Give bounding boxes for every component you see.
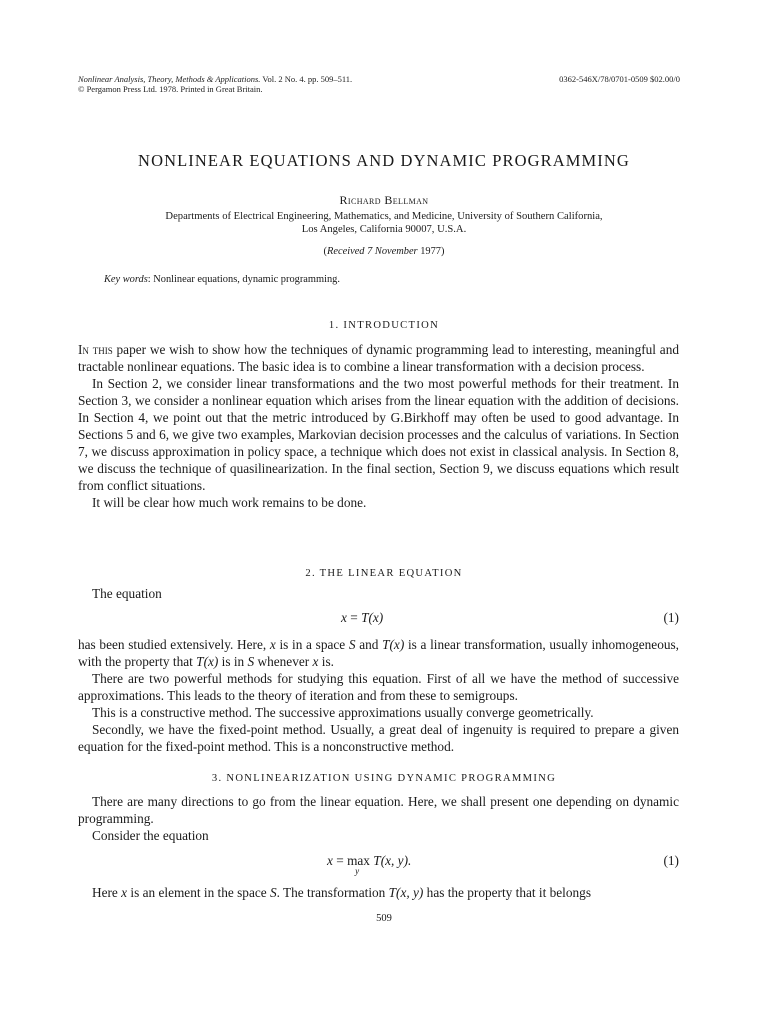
var-S: S: [247, 654, 255, 669]
t: is in: [218, 654, 248, 669]
journal-volume: Vol. 2 No. 4. pp. 509–511.: [260, 74, 353, 84]
max-operator: [347, 853, 370, 876]
section-heading-nonlinearization: 3. NONLINEARIZATION USING DYNAMIC PROGRAMMING: [211, 773, 557, 784]
author-name: Richard Bellman: [339, 193, 429, 207]
linear-body: [78, 636, 679, 755]
nonlin-paragraph-1: There are many directions to go from the linear equation. Here, we shall present one depending on dynamic programming.: [78, 794, 679, 826]
intro-paragraph-3: It will be clear how much work remains to be done.: [92, 495, 367, 510]
linear-intro-text: The equation: [92, 586, 162, 601]
nonlin-paragraph-3: [78, 884, 679, 901]
equation-number-1: (1): [663, 610, 679, 625]
eq-max-rhs: T(x, y).: [369, 853, 412, 868]
journal-name: Nonlinear Analysis, Theory, Methods & Applications.: [78, 74, 261, 84]
page-number: 509: [376, 913, 392, 924]
t: is in a space: [275, 637, 349, 652]
author-affiliation: [100, 210, 668, 236]
t: has the property that it belongs: [423, 885, 591, 900]
section-heading-linear-equation: 2. THE LINEAR EQUATION: [305, 568, 463, 579]
var-x: x: [269, 637, 276, 652]
received-year: 1977): [417, 246, 445, 257]
section-heading-introduction: 1. INTRODUCTION: [328, 320, 440, 331]
keywords: [104, 274, 340, 285]
eq1-lhs: x: [341, 610, 347, 625]
received-date: [0, 246, 768, 257]
linear-paragraph-2: There are two powerful methods for studying this equation. First of all we have the method of successive approximations. This leads to the theory of iteration and from these to semigroups.: [78, 671, 679, 703]
eq1-equals: =: [346, 610, 362, 625]
affiliation-line-2: Los Angeles, California 90007, U.S.A.: [301, 224, 467, 235]
keywords-text: : Nonlinear equations, dynamic programming.: [147, 274, 340, 285]
equation-1-max: [327, 853, 412, 876]
t: Here: [92, 885, 122, 900]
intro-lead: In this: [78, 342, 113, 357]
var-Tx: T(x): [196, 654, 219, 669]
t: is an element in the space: [127, 885, 270, 900]
keywords-label: Key words: [104, 274, 148, 285]
linear-intro: [78, 585, 679, 602]
t: has been studied extensively. Here,: [78, 637, 270, 652]
linear-paragraph-3: This is a constructive method. The successive approximations usually converge geometrically.: [92, 705, 594, 720]
var-S: S: [269, 885, 277, 900]
var-Txy: T(x, y): [388, 885, 424, 900]
eq-max-lhs: x: [327, 853, 333, 868]
var-x: x: [121, 885, 128, 900]
affiliation-line-1: Departments of Electrical Engineering, Mathematics, and Medicine, University of Southern California,: [165, 211, 603, 222]
journal-code: 0362-546X/78/0701-0509 $02.00/0: [559, 74, 680, 84]
intro-paragraph-1: [78, 341, 679, 375]
t: and: [355, 637, 383, 652]
copyright-line: © Pergamon Press Ltd. 1978. Printed in Great Britain.: [78, 84, 263, 94]
nonlin-body: [78, 793, 679, 844]
paper-title: NONLINEAR EQUATIONS AND DYNAMIC PROGRAMMING: [138, 151, 630, 170]
var-S: S: [348, 637, 356, 652]
t: is.: [318, 654, 334, 669]
intro-paragraph-2: In Section 2, we consider linear transformations and the two most powerful methods for their treatment. In Section 3, we consider a nonlinear equation which arises from the linear equation with the addition of decisions. In Section 4, we point out that the metric introduced by G.Birkhoff may often be used to good advantage. In Sections 5 and 6, we give two examples, Markovian decision processes and the calculus of variations. In Section 7, we discuss approximation in policy space, a technique which does not exist in classical analysis. In Section 8, we discuss the technique of quasilinearization. In the final section, Section 9, we discuss equations which result from conflict situations.: [78, 376, 679, 493]
t: is a linear transformation, usually inhomogeneous, with the property that: [78, 637, 679, 669]
nonlin-body-2: [78, 884, 679, 901]
intro-p1-text: paper we wish to show how the techniques of dynamic programming lead to interesting, meaningful and tractable nonlinear equations. The basic idea is to combine a linear transformation with a decision process.: [78, 342, 679, 374]
received-open: (: [323, 246, 328, 257]
introduction-body: [78, 341, 679, 511]
max-subscript: y: [355, 866, 360, 876]
t: . The transformation: [276, 885, 389, 900]
eq-max-equals: =: [332, 853, 348, 868]
equation-1-linear: [341, 610, 383, 626]
journal-header: [78, 74, 352, 94]
max-word: max: [347, 853, 370, 868]
eq1-rhs: T(x): [361, 610, 384, 625]
t: whenever: [254, 654, 313, 669]
equation-number-1b: (1): [663, 853, 679, 868]
linear-paragraph-1: [78, 636, 679, 670]
received-label: Received 7 November: [327, 246, 418, 257]
linear-paragraph-4: Secondly, we have the fixed-point method. Usually, a great deal of ingenuity is required to prepare a given equation for the fixed-point method. This is a nonconstructive method.: [78, 722, 679, 754]
nonlin-paragraph-2: Consider the equation: [92, 828, 209, 843]
var-Tx: T(x): [382, 637, 405, 652]
var-x: x: [312, 654, 319, 669]
